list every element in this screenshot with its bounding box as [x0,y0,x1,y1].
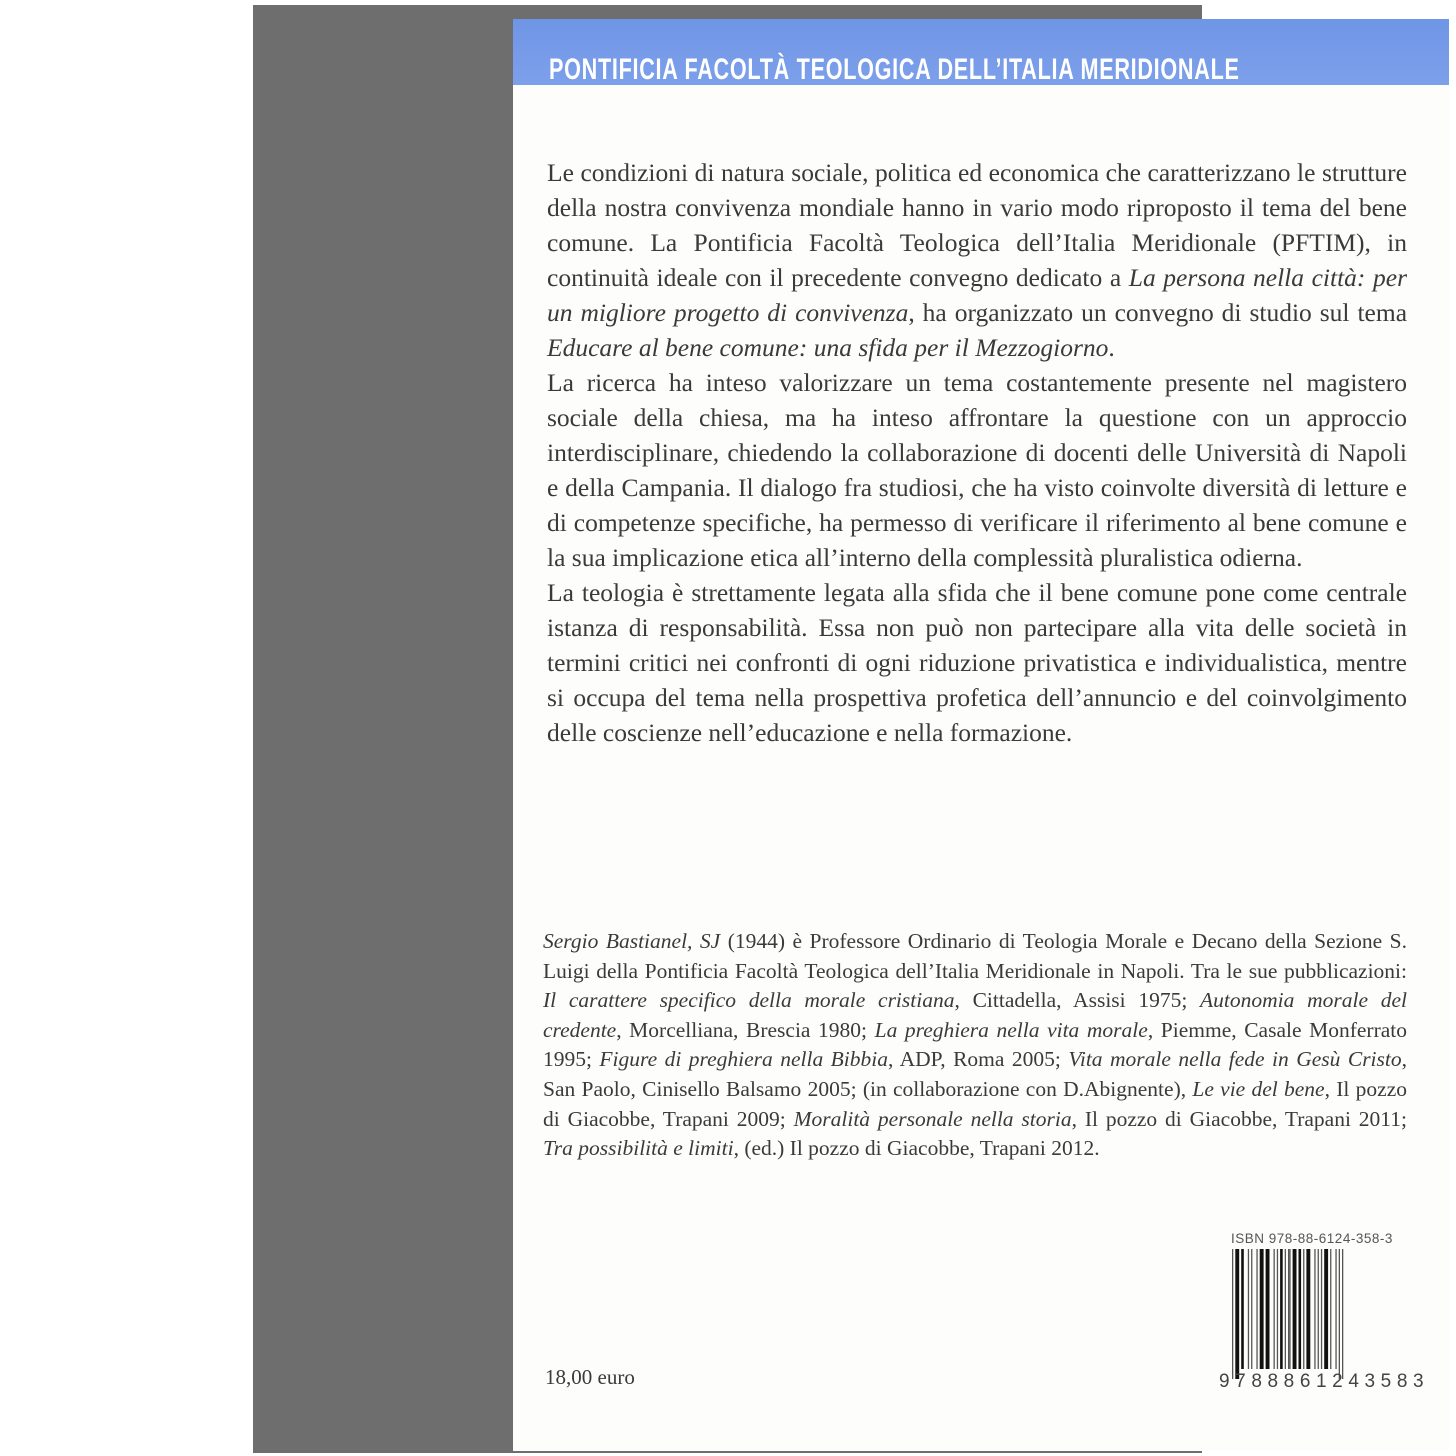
title-text: Sergio Bastianel, SJ [543,929,721,953]
barcode-bar [1277,1249,1278,1369]
title-text: Il carattere specifico della morale cristiana [543,988,955,1013]
title-text: Educare al bene comune: una sfida per il Mezzogiorno [547,333,1109,362]
text: , Morcelliana, Brescia 1980; [616,1017,875,1042]
text: , ha organizzato un convegno di studio sul tema [908,298,1408,327]
text: (1944) è Professore Ordinario di Teologia Morale e Decano della Sezione S. Luigi della Pontificia Facoltà Teologica dell’Italia Meridionale in Napoli. Tra le sue pubblicazioni: [543,929,1407,983]
blurb-paragraph [547,575,1407,750]
publisher-title: PONTIFICIA FACOLTÀ TEOLOGICA DELL’ITALIA MERIDIONALE [549,53,1240,86]
header-band [513,19,1449,85]
text: . [1108,333,1115,362]
barcode-bar [1241,1249,1244,1369]
barcode-bar [1235,1249,1239,1379]
text: La teologia è strettamente legata alla sfida che il bene comune pone come centrale istanza di responsabilità. Essa non può non partecipare alla vita delle società in termini critici nei confronti di ogni riduzione privatistica e individualistica, mentre si occupa del tema nella prospettiva profetica dell’annuncio e del coinvolgimento delle coscienze nell’educazione e nella formazione. [547,578,1407,747]
barcode-bar [1293,1249,1297,1369]
barcode-digits: 9788861243583 [1219,1371,1430,1392]
barcode-bar [1314,1249,1315,1369]
barcode-bar [1260,1249,1264,1369]
text: , Cittadella, Assisi 1975; [954,988,1201,1013]
blurb-paragraph [547,365,1407,575]
barcode-bar [1318,1249,1319,1369]
barcode-bar [1330,1249,1331,1369]
barcode-bar [1280,1249,1283,1369]
title-text: Autonomia morale del credente [543,988,1408,1042]
title-text: La persona nella città: per un migliore progetto di convivenza [547,263,1407,327]
title-text: Le vie del bene [1192,1076,1325,1101]
barcode-bar [1266,1249,1270,1369]
price: 18,00 euro [545,1365,635,1389]
text: , San Paolo, Cinisello Balsamo 2005; (in collaborazione con D.Abignente), [543,1047,1407,1101]
barcode-bar [1256,1249,1257,1369]
barcode-bar [1285,1249,1286,1369]
bio-paragraph [543,927,1407,1164]
text: Le condizioni di natura sociale, politica ed economica che caratterizzano le strutture della nostra convivenza mondiale hanno in vario modo riproposto il tema del bene comune. La Pontificia Facoltà Teologica dell’Italia Meridionale (PFTIM), in continuità ideale con il precedente convegno dedicato a [547,158,1407,292]
barcode-bar [1232,1249,1233,1379]
title-text: Tra possibilità e limiti [543,1136,734,1161]
barcode-bar [1299,1249,1302,1369]
text: , Piemme, Casale Monferrato 1995; [543,1017,1407,1072]
barcode-bar [1274,1249,1275,1369]
text: , Il pozzo di Giacobbe, Trapani 2011; [1071,1106,1407,1131]
barcode-bar [1342,1249,1343,1379]
text: , (ed.) Il pozzo di Giacobbe, Trapani 2012. [733,1136,1100,1161]
back-cover [513,19,1449,1451]
blurb [547,155,1407,750]
barcode-bar [1251,1249,1252,1369]
text: , Il pozzo di Giacobbe, Trapani 2009; [543,1076,1407,1131]
author-bio [543,927,1407,1164]
barcode-bar [1306,1249,1310,1369]
barcode-bar [1303,1249,1304,1369]
barcode-bar [1339,1249,1340,1379]
isbn-label: ISBN 978-88-6124-358-3 [1231,1231,1393,1246]
blurb-paragraph [547,155,1407,365]
title-text: Vita morale nella fede in Gesù Cristo [1068,1047,1402,1072]
barcode [1230,1249,1410,1379]
title-text: La preghiera nella vita morale [874,1017,1148,1042]
title-text: Moralità personale nella storia [793,1106,1072,1131]
barcode-bar [1248,1249,1249,1369]
text: , ADP, Roma 2005; [887,1047,1069,1072]
barcode-bar [1288,1249,1289,1369]
barcode-bar [1324,1249,1328,1369]
text: La ricerca ha inteso valorizzare un tema costantemente presente nel magistero sociale della chiesa, ma ha inteso affrontare la questione con un approccio interdisciplinare, chiedendo la collaborazione di docenti delle Università di Napoli e della Campania. Il dialogo fra studiosi, che ha visto coinvolte diversità di letture e di competenze specifiche, ha permesso di verificare il riferimento al bene comune e la sua implicazione etica all’interno della complessità pluralistica odierna. [547,368,1407,572]
barcode-bar [1335,1249,1336,1369]
title-text: Figure di preghiera nella Bibbia [599,1047,888,1072]
barcode-bar [1289,1249,1290,1369]
barcode-bar [1321,1249,1322,1369]
cover-frame [253,5,1430,1453]
